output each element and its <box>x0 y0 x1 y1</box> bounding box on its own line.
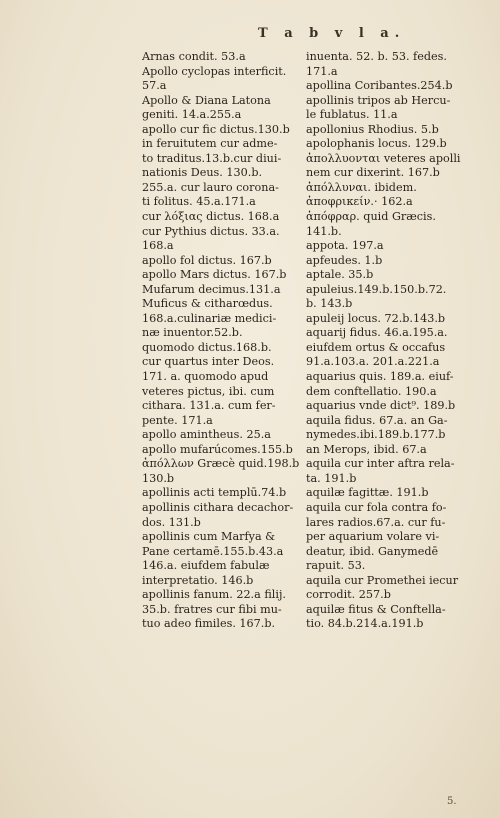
index-entry-line: dem conftellatio. 190.a <box>306 384 437 398</box>
index-entry-line: lares radios.67.a. cur fu- <box>306 515 446 529</box>
index-entry-line: næ inuentor.52.b. <box>142 326 243 340</box>
index-entry-line: apollinis cithara decachor- <box>142 500 294 514</box>
index-entry-line: Muficus & citharœdus. <box>142 297 273 311</box>
page-mark: 5. <box>447 796 457 807</box>
index-entry-line: aquila cur inter aftra rela- <box>306 457 455 471</box>
index-entry-line: b. 143.b <box>306 297 353 311</box>
index-entry-line: tuo adeo fimiles. 167.b. <box>142 617 276 631</box>
index-entry-line: 141.b. <box>306 224 342 238</box>
index-entry-line: ἀποφρικείν.· 162.a <box>306 195 413 209</box>
index-entry-line: dos. 131.b <box>142 515 201 529</box>
index-entry-line: eiufdem ortus & occafus <box>306 340 446 354</box>
index-entry-line: 130.b <box>142 471 175 485</box>
index-entry-line: 91.a.103.a. 201.a.221.a <box>306 355 440 369</box>
index-entry-line: aptale. 35.b <box>306 268 374 282</box>
index-entry-line: geniti. 14.a.255.a <box>142 108 242 122</box>
index-entry-line: apollonius Rhodius. 5.b <box>306 122 439 136</box>
index-entry-line: deatur, ibid. Ganymedē <box>306 544 439 558</box>
index-entry-line: apollo cur fic dictus.130.b <box>142 122 290 136</box>
running-title: T a b v l a. <box>258 26 406 41</box>
index-entry-line: aquila cur Promethei iecur <box>306 573 459 587</box>
index-entry-line: appota. 197.a <box>306 239 384 253</box>
index-entry-line: 171. a. quomodo apud <box>142 370 269 384</box>
index-entry-line: apolophanis locus. 129.b <box>306 137 447 151</box>
index-entry-line: apollo Mars dictus. 167.b <box>142 268 287 282</box>
index-entry-line: to traditus.13.b.cur diui- <box>142 151 282 165</box>
index-entry-line: apollinis tripos ab Hercu- <box>306 93 451 107</box>
index-entry-line: Pane certamē.155.b.43.a <box>142 544 284 558</box>
index-entry-line: le fublatus. 11.a <box>306 108 398 122</box>
index-entry-line: apollo fol dictus. 167.b <box>142 253 272 267</box>
index-entry-line: cur λόξιας dictus. 168.a <box>142 210 280 224</box>
index-entry-line: ta. 191.b <box>306 471 357 485</box>
index-column-right <box>306 50 496 632</box>
index-entry-line: apuleius.149.b.150.b.72. <box>306 282 447 296</box>
index-entry-line: aquila cur fola contra fo- <box>306 500 447 514</box>
index-entry-line: interpretatio. 146.b <box>142 573 254 587</box>
index-entry-line: ἀπόφραρ. quid Græcis. <box>306 210 436 224</box>
index-entry-line: aquilæ fagittæ. 191.b <box>306 486 429 500</box>
index-entry-line: Arnas condit. 53.a <box>142 50 246 63</box>
index-entry-line: apollo mufarúcomes.155.b <box>142 442 293 456</box>
index-entry-line: inuenta. 52. b. 53. fedes. <box>306 50 447 63</box>
index-entry-line: 255.a. cur lauro corona- <box>142 180 279 194</box>
index-entry-line: apfeudes. 1.b <box>306 253 383 267</box>
index-entry-line: 35.b. fratres cur fibi mu- <box>142 602 282 616</box>
index-entry-line: ti folitus. 45.a.171.a <box>142 195 256 209</box>
index-entry-line: 168.a.culinariæ medici- <box>142 311 277 325</box>
index-entry-line: apollina Coribantes.254.b <box>306 79 453 93</box>
index-entry-line: cur quartus inter Deos. <box>142 355 275 369</box>
index-entry-line: nationis Deus. 130.b. <box>142 166 263 180</box>
index-entry-line: quomodo dictus.168.b. <box>142 340 272 354</box>
index-entry-line: apollinis fanum. 22.a filij. <box>142 588 286 602</box>
index-entry-line: aquarius vnde dict⁹. 189.b <box>306 399 456 413</box>
index-entry-line: corrodit. 257.b <box>306 588 391 602</box>
index-entry-line: apuleij locus. 72.b.143.b <box>306 311 446 325</box>
index-entry-line: in feruitutem cur adme- <box>142 137 278 151</box>
index-entry-line: Apollo & Diana Latona <box>142 93 271 107</box>
index-entry-line: an Merops, ibid. 67.a <box>306 442 427 456</box>
index-entry-line: cur Pythius dictus. 33.a. <box>142 224 280 238</box>
index-entry-line: veteres pictus, ibi. cum <box>142 384 275 398</box>
index-entry-line: tio. 84.b.214.a.191.b <box>306 617 424 631</box>
index-entry-line: 168.a <box>142 239 174 253</box>
index-entry-line: ἀπολλυονται veteres apolli <box>306 151 461 165</box>
index-entry-line: ἀπόλλυναι. ibidem. <box>306 180 417 194</box>
index-entry-line: Apollo cyclopas interficit. <box>142 64 287 78</box>
index-entry-line: per aquarium volare vi- <box>306 530 440 544</box>
index-entry-line: aquila fidus. 67.a. an Ga- <box>306 413 448 427</box>
index-entry-line: apollo amintheus. 25.a <box>142 428 271 442</box>
index-entry-line: nem cur dixerint. 167.b <box>306 166 440 180</box>
index-entry-line: apollinis cum Marfya & <box>142 530 276 544</box>
index-entry-line: ἀπόλλων Græcè quid.198.b <box>142 457 300 471</box>
index-entry-line: nymedes.ibi.189.b.177.b <box>306 428 446 442</box>
index-entry-line: 146.a. eiufdem fabulæ <box>142 559 270 573</box>
index-entry-line: 171.a <box>306 64 338 78</box>
index-entry-line: cithara. 131.a. cum fer- <box>142 399 276 413</box>
index-entry-line: rapuit. 53. <box>306 559 366 573</box>
index-entry-line: apollinis acti templū.74.b <box>142 486 287 500</box>
index-column-left <box>142 50 332 632</box>
index-entry-line: pente. 171.a <box>142 413 213 427</box>
index-entry-line: aquilæ fitus & Conftella- <box>306 602 446 616</box>
index-entry-line: aquarij fidus. 46.a.195.a. <box>306 326 448 340</box>
index-entry-line: Mufarum decimus.131.a <box>142 282 281 296</box>
index-entry-line: aquarius quis. 189.a. eiuf- <box>306 370 454 384</box>
index-entry-line: 57.a <box>142 79 167 93</box>
